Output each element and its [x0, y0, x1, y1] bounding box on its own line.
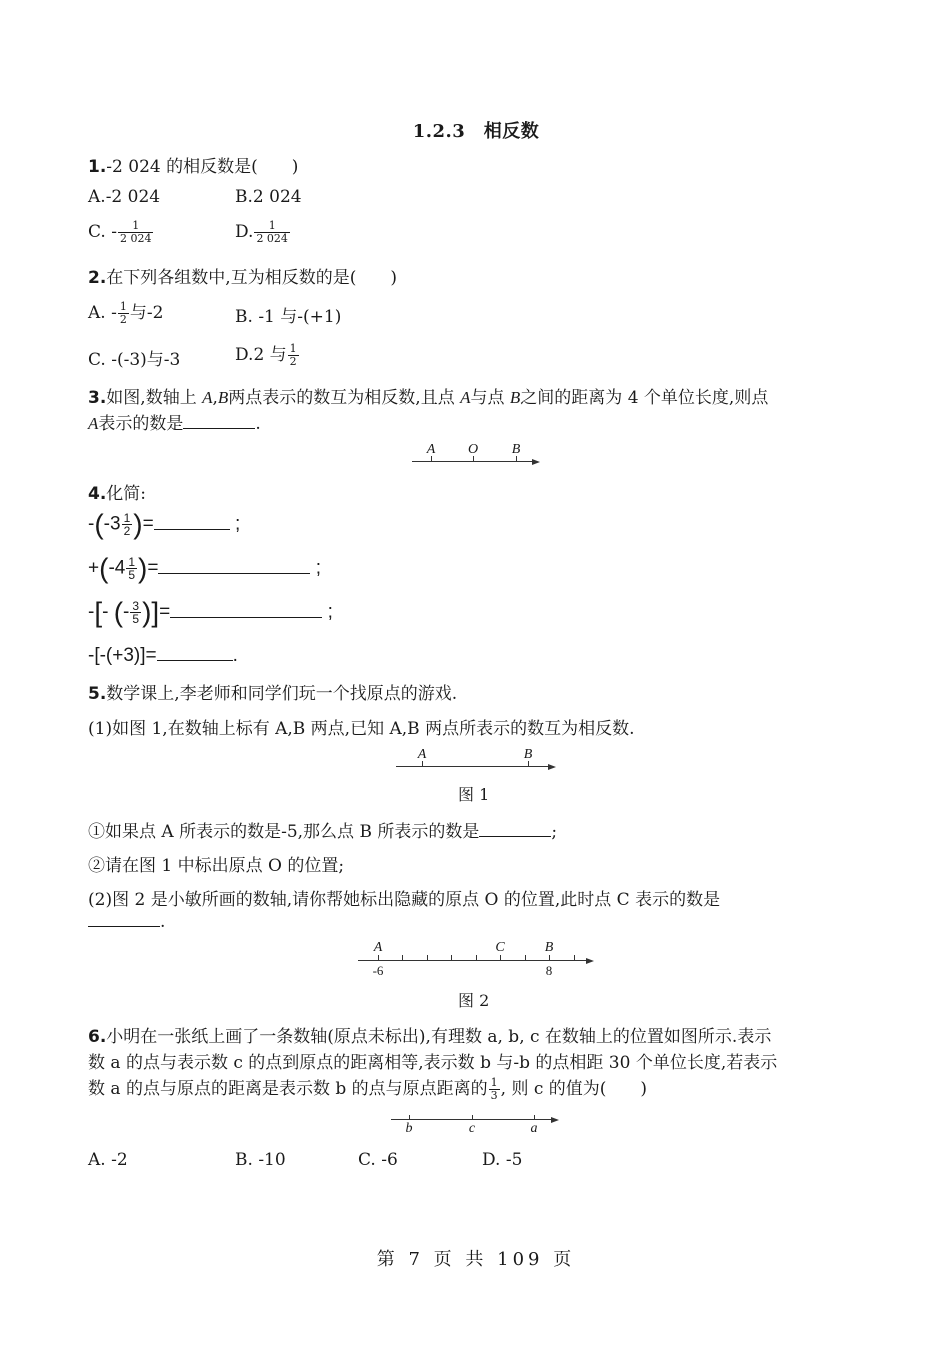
arrow-icon [586, 958, 594, 964]
question-1-stem: 1.-2 024 的相反数是( ) [88, 157, 299, 177]
q6-option-c: C. -6 [358, 1150, 398, 1170]
question-5-sub2: ②请在图 1 中标出原点 O 的位置; [88, 856, 345, 876]
question-5-part2: (2)图 2 是小敏所画的数轴,请你帮她标出隐藏的原点 O 的位置,此时点 C 表示的数是 [88, 890, 721, 910]
question-3-line1: 3.如图,数轴上 A,B两点表示的数互为相反数,且点 A与点 B之间的距离为 4 个单位长度,则点 [88, 388, 769, 408]
q1-option-c: C. - $\frac{1}{2 024}$ [88, 219, 152, 245]
q6-number-line: b c a [391, 1110, 563, 1140]
question-4-stem: 4.化简: [88, 484, 147, 504]
question-6-line1: 6.小明在一张纸上画了一条数轴(原点未标出),有理数 a, b, c 在数轴上的位置如图所示.表示 [88, 1027, 772, 1047]
q6-option-d: D. -5 [482, 1150, 523, 1170]
q2-option-a: A. - $\frac{1}{2}$ 与-2 [88, 300, 164, 326]
question-6-line2: 数 a 的点与表示数 c 的点到原点的距离相等,表示数 b 与-b 的点相距 30 个单位长度,若表示 [88, 1053, 778, 1073]
q1-option-a: A.-2 024 [88, 187, 161, 207]
question-5-part1: (1)如图 1,在数轴上标有 A,B 两点,已知 A,B 两点所表示的数互为相反数. [88, 719, 635, 739]
question-5-stem: 5.数学课上,李老师和同学们玩一个找原点的游戏. [88, 684, 458, 704]
arrow-icon [548, 764, 556, 770]
answer-blank[interactable] [157, 646, 233, 661]
q2-option-c: C. -(-3)与-3 [88, 350, 181, 370]
question-5-sub1: ①如果点 A 所表示的数是-5,那么点 B 所表示的数是 ; [88, 822, 558, 842]
q3-number-line: A O B [412, 444, 542, 468]
fraction: $\frac{1}{2 024}$ [119, 219, 152, 245]
question-number: 1. [88, 157, 107, 177]
answer-blank[interactable] [183, 414, 255, 429]
q4-item-3: -[- (- $\frac{3}{5}$ )]= ; [88, 596, 333, 628]
page-footer: 第 7 页 共 109 页 [376, 1249, 576, 1270]
answer-blank[interactable] [158, 559, 310, 574]
q4-item-1: -(-3 $\frac{1}{2}$ )= ; [88, 508, 241, 540]
answer-blank[interactable] [479, 822, 551, 837]
q6-option-a: A. -2 [88, 1150, 128, 1170]
q2-option-d: D.2 与 $\frac{1}{2}$ [235, 342, 297, 368]
q1-option-d: D. $\frac{1}{2 024}$ [235, 219, 288, 245]
question-3-line2: A表示的数是 . [88, 414, 261, 434]
page-title: 1.2.3 相反数 [412, 121, 540, 142]
figure-1-number-line: A B [396, 748, 561, 772]
answer-blank[interactable] [88, 912, 160, 927]
fraction: $\frac{1}{2 024}$ [256, 219, 288, 245]
figure-2-number-line: A C B -6 8 [358, 940, 598, 980]
question-5-part2-blank: . [88, 912, 165, 932]
q2-option-b: B. -1 与-(+1) [235, 307, 342, 327]
q6-option-b: B. -10 [235, 1150, 286, 1170]
q4-item-4: -[-(+3)]= . [88, 645, 238, 666]
answer-blank[interactable] [154, 515, 230, 530]
question-2-stem: 2.在下列各组数中,互为相反数的是( ) [88, 268, 397, 288]
q4-item-2: +(-4 $\frac{1}{5}$ )= ; [88, 552, 322, 584]
figure-2-caption: 图 2 [458, 991, 490, 1010]
arrow-icon [551, 1117, 559, 1123]
answer-blank[interactable] [170, 603, 322, 618]
figure-1-caption: 图 1 [458, 785, 490, 804]
question-6-line3: 数 a 的点与原点的距离是表示数 b 的点与原点距离的 $\frac{1}{3}$ , 则 c 的值为( ) [88, 1076, 648, 1102]
q1-option-b: B.2 024 [235, 187, 302, 207]
arrow-icon [532, 459, 540, 465]
